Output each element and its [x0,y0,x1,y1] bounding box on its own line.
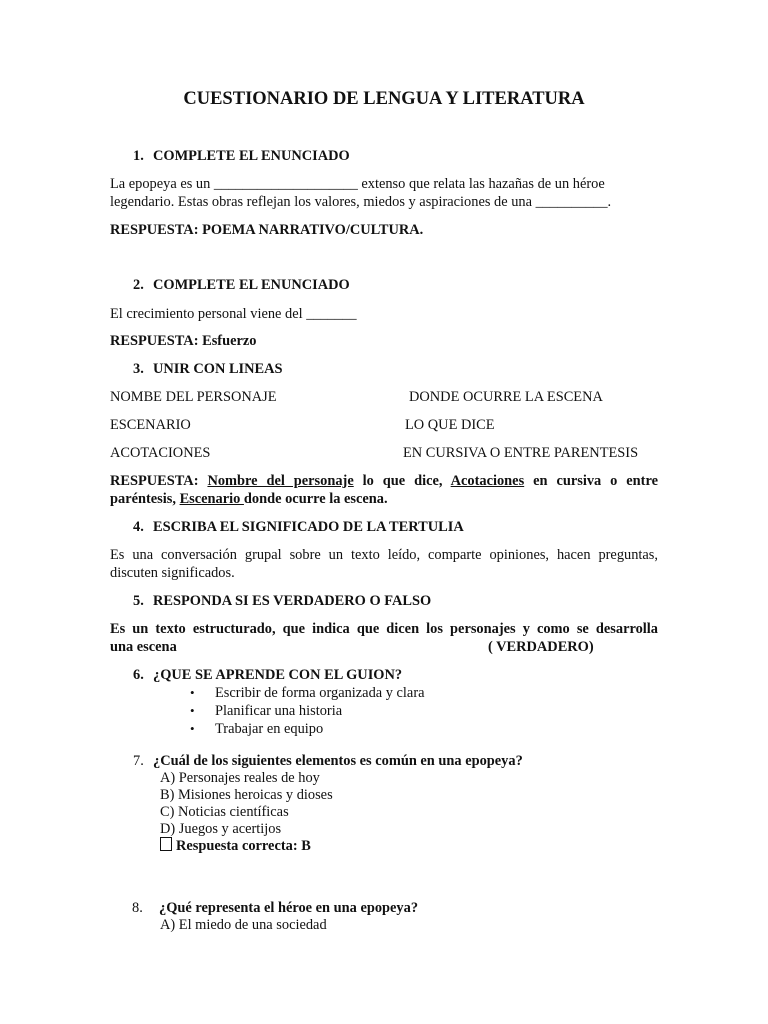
question-4-heading [110,518,658,536]
question-number: 7. [133,753,144,769]
match-row [110,388,658,406]
checkbox-icon [160,837,172,851]
q2-answer: RESPUESTA: Esfuerzo [110,333,257,349]
correct-answer [160,837,311,855]
question-7-heading [110,752,658,770]
answer-label: RESPUESTA: [110,473,199,489]
answer-text: donde ocurre la escena. [243,491,388,507]
q3-answer-line-2 [110,490,658,508]
q4-text-line-2: discuten significados. [110,565,235,581]
question-number: 1. [133,148,144,164]
q3-answer-line-1 [110,472,658,490]
question-3-heading [110,360,658,378]
question-heading-text: COMPLETE EL ENUNCIADO [153,148,350,164]
question-heading-text: UNIR CON LINEAS [153,361,283,377]
statement-text: una escena [110,639,177,655]
q5-statement-line-2 [110,638,658,656]
question-number: 2. [133,277,144,293]
question-2-heading [110,276,658,294]
list-item-text: Escribir de forma organizada y clara [215,685,425,701]
question-heading-text: ESCRIBA EL SIGNIFICADO DE LA TERTULIA [153,519,464,535]
match-left-item: NOMBE DEL PERSONAJE [110,389,277,405]
answer-text: paréntesis, [110,491,176,507]
question-number: 3. [133,361,144,377]
question-8-heading [110,899,658,917]
question-6-heading [110,666,658,684]
question-heading-text: COMPLETE EL ENUNCIADO [153,277,350,293]
bullet-icon: • [190,703,195,718]
question-heading-text: ¿Cuál de los siguientes elementos es común en una epopeya? [153,753,523,769]
bullet-icon: • [190,685,195,700]
option-a: A) Personajes reales de hoy [160,770,320,786]
question-number: 6. [133,667,144,683]
answer-text: en cursiva o entre [524,473,658,489]
option-c: C) Noticias científicas [160,804,289,820]
correct-answer-text: Respuesta correcta: B [176,838,311,854]
question-heading-text: ¿QUE SE APRENDE CON EL GUION? [153,667,403,683]
match-left-item: ACOTACIONES [110,445,211,461]
q1-text-line-2: legendario. Estas obras reflejan los valores, miedos y aspiraciones de una __________. [110,194,612,210]
q1-text-line-1: La epopeya es un ____________________ extenso que relata las hazañas de un héroe [110,176,605,192]
match-right-item: EN CURSIVA O ENTRE PARENTESIS [403,445,639,461]
answer-term: Escenario [179,491,244,507]
answer-term: Acotaciones [450,473,525,489]
list-item-text: Trabajar en equipo [215,721,324,737]
q5-statement-line-1: Es un texto estructurado, que indica que dicen los personajes y como se desarrolla [110,621,658,637]
question-5-heading [110,592,658,610]
document-title: CUESTIONARIO DE LENGUA Y LITERATURA [183,89,585,109]
option-b: B) Misiones heroicas y dioses [160,787,333,803]
q4-text-line-1: Es una conversación grupal sobre un texto leído, comparte opiniones, hacen preguntas, [110,547,658,563]
option-d: D) Juegos y acertijos [160,821,282,837]
match-right-item: LO QUE DICE [405,417,495,433]
answer-text: lo que dice, [353,473,443,489]
question-1-heading [110,147,658,165]
q2-text: El crecimiento personal viene del _______ [110,306,357,322]
question-number: 8. [132,900,143,916]
answer-term: Nombre del personaje [207,473,354,489]
match-left-item: ESCENARIO [110,417,191,433]
document-page [110,0,658,1024]
question-heading-text: RESPONDA SI ES VERDADERO O FALSO [153,593,432,609]
q1-answer: RESPUESTA: POEMA NARRATIVO/CULTURA. [110,222,424,238]
question-number: 4. [133,519,144,535]
true-false-answer: ( VERDADERO) [488,639,594,655]
list-item-text: Planificar una historia [215,703,343,719]
match-row [110,416,658,434]
question-number: 5. [133,593,144,609]
bullet-icon: • [190,721,195,736]
question-heading-text: ¿Qué representa el héroe en una epopeya? [159,900,419,916]
match-right-item: DONDE OCURRE LA ESCENA [409,389,603,405]
match-row [110,444,658,462]
option-a: A) El miedo de una sociedad [160,917,327,933]
